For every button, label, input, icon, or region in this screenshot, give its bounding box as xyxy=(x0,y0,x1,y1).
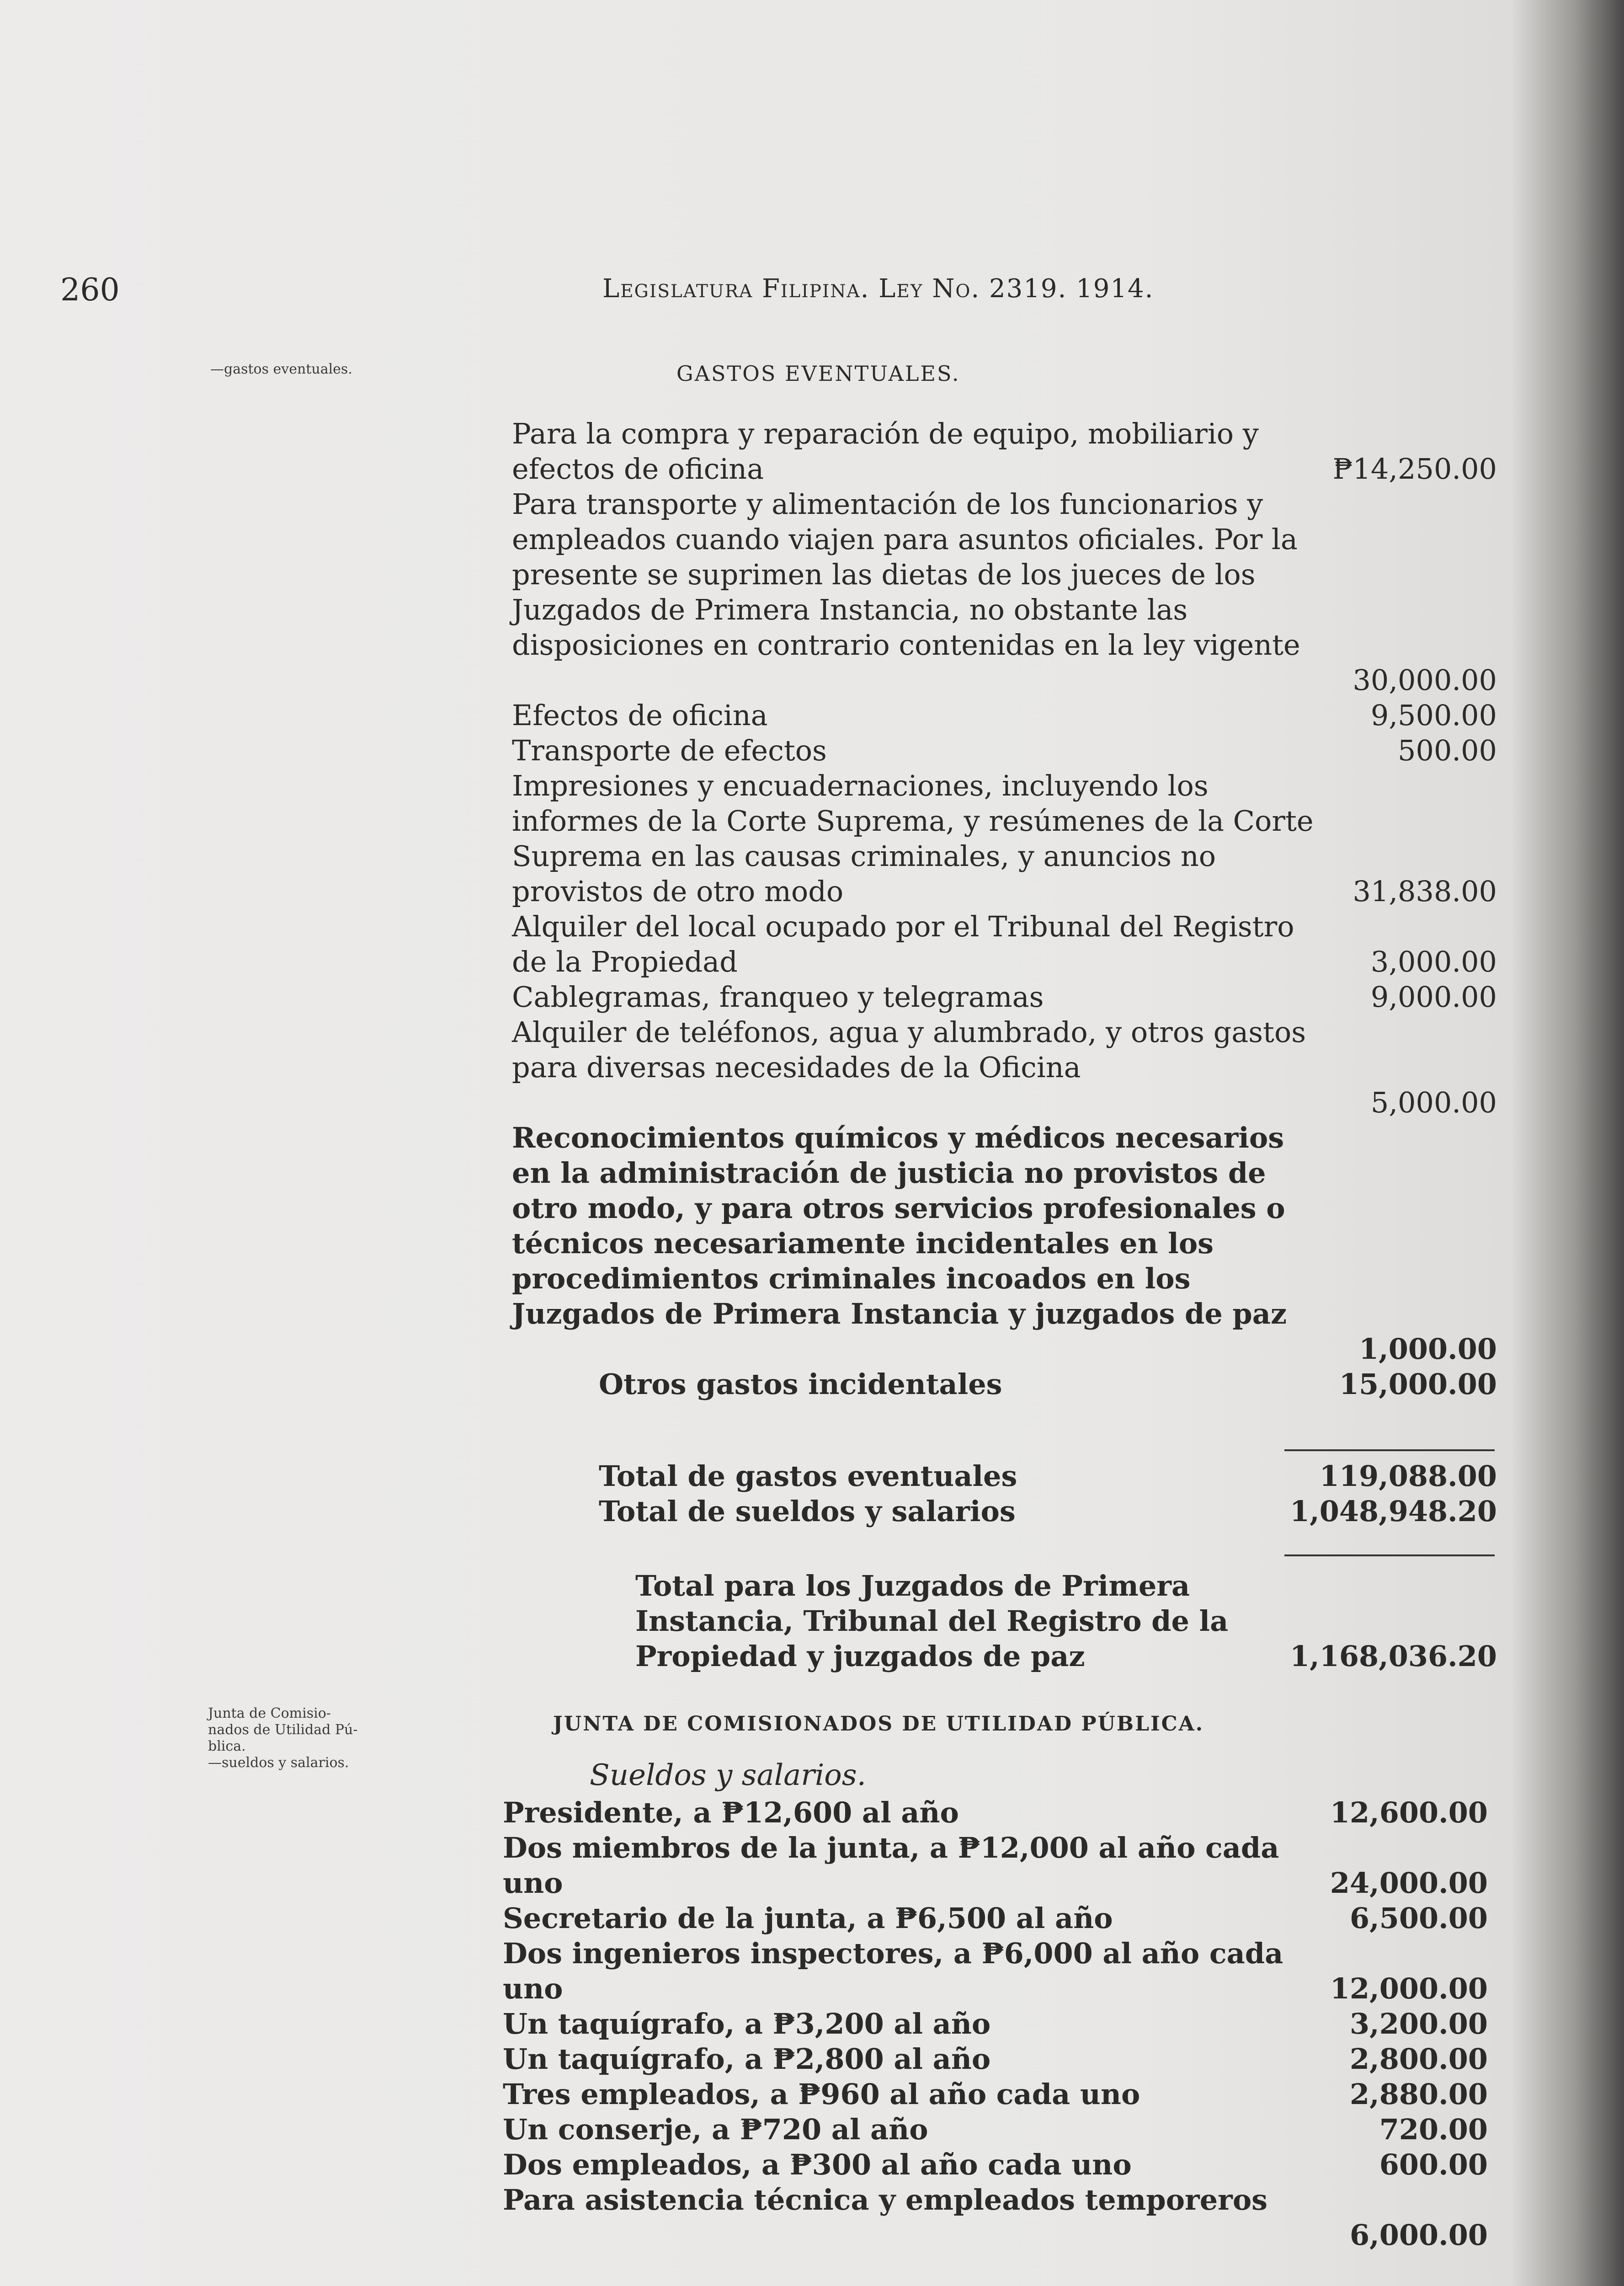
running-head: Legislatura Filipina. Ley No. 2319. 1914. xyxy=(602,274,1154,304)
gastos-item-text: Transporte de efectos xyxy=(512,734,827,767)
section-heading-gastos: GASTOS EVENTUALES. xyxy=(676,361,960,386)
junta-item-text: Para asistencia técnica y empleados temporeros xyxy=(503,2183,1268,2217)
gastos-item-text: Impresiones y encuadernaciones, incluyendo los informes de la Corte Suprema, y resúmenes de la Corte Suprema en las causas criminales, y anuncios no provistos de otro modo xyxy=(512,769,1314,908)
gastos-item-text: Para transporte y alimentación de los funcionarios y empleados cuando viajen para asuntos oficiales. Por la presente se suprimen las dietas de los jueces de los Juzgados de Primera Instancia, no obstante las disposiciones en contrario contenidas en la ley vigente xyxy=(512,487,1300,662)
gastos-item xyxy=(485,486,1497,698)
gastos-totals xyxy=(485,1458,1497,1529)
junta-item-amount: 3,200.00 xyxy=(1349,2007,1488,2040)
grand-total-label: Total para los Juzgados de Primera Instancia, Tribunal del Registro de la Propiedad y juzgados de paz xyxy=(635,1569,1229,1673)
gastos-item xyxy=(485,698,1497,733)
total-sueldos-label: Total de sueldos y salarios xyxy=(599,1495,1016,1528)
junta-item xyxy=(475,2077,1488,2112)
grand-total-row xyxy=(485,1568,1497,1674)
junta-item-text: Un taquígrafo, a ₱2,800 al año xyxy=(503,2042,991,2076)
total-sueldos-row xyxy=(485,1494,1497,1529)
gastos-item-text: Cablegramas, franqueo y telegramas xyxy=(512,980,1044,1014)
grand-total-amount: 1,168,036.20 xyxy=(1289,1640,1497,1673)
junta-item-amount: 6,500.00 xyxy=(1349,1901,1488,1935)
gastos-item-text: Efectos de oficina xyxy=(512,699,768,732)
margin-note-junta: Junta de Comisio- nados de Utilidad Pú- blica. —sueldos y salarios. xyxy=(208,1705,358,1771)
gastos-item-amount: 9,500.00 xyxy=(1370,699,1497,732)
junta-item-amount: 600.00 xyxy=(1379,2148,1488,2181)
gastos-item-amount: 31,838.00 xyxy=(1352,875,1497,908)
grand-total-block xyxy=(485,1568,1497,1674)
total-gastos-amount: 119,088.00 xyxy=(1319,1459,1497,1493)
gastos-item-amount: 9,000.00 xyxy=(1370,980,1497,1014)
sum-rule xyxy=(1284,1554,1495,1556)
junta-item xyxy=(475,1830,1488,1901)
gastos-list xyxy=(485,416,1497,1402)
total-gastos-row xyxy=(485,1458,1497,1494)
gastos-item-amount: 500.00 xyxy=(1398,734,1497,767)
junta-item xyxy=(475,2182,1488,2253)
gastos-item-amount: ₱14,250.00 xyxy=(1332,452,1497,486)
gastos-item-text: Alquiler de teléfonos, agua y alumbrado, y otros gastos para diversas necesidades de la Oficina xyxy=(512,1015,1306,1084)
junta-subheading: Sueldos y salarios. xyxy=(590,1758,866,1792)
total-gastos-label: Total de gastos eventuales xyxy=(599,1459,1017,1493)
junta-item-amount: 24,000.00 xyxy=(1330,1866,1488,1900)
page-number: 260 xyxy=(60,272,120,308)
gastos-item xyxy=(485,416,1497,486)
junta-item-amount: 2,880.00 xyxy=(1349,2078,1488,2111)
gastos-item-amount: 3,000.00 xyxy=(1370,945,1497,978)
junta-item-text: Un conserje, a ₱720 al año xyxy=(503,2113,928,2146)
gastos-item xyxy=(485,768,1497,909)
junta-item xyxy=(475,2006,1488,2041)
gastos-item xyxy=(485,1015,1497,1120)
gastos-item-text: Para la compra y reparación de equipo, mobiliario y efectos de oficina xyxy=(512,417,1259,486)
gastos-item-amount: 15,000.00 xyxy=(1339,1367,1497,1401)
gastos-item-amount: 1,000.00 xyxy=(1358,1332,1497,1366)
junta-item-amount: 2,800.00 xyxy=(1349,2042,1488,2076)
sum-rule xyxy=(1284,1449,1495,1451)
gastos-item-text: Alquiler del local ocupado por el Tribunal del Registro de la Propiedad xyxy=(512,910,1294,978)
junta-item-amount: 6,000.00 xyxy=(1349,2218,1488,2252)
junta-item-amount: 12,000.00 xyxy=(1330,1972,1488,2005)
junta-item xyxy=(475,2112,1488,2147)
gastos-item-amount: 30,000.00 xyxy=(1352,663,1497,697)
junta-item-text: Un taquígrafo, a ₱3,200 al año xyxy=(503,2007,991,2040)
gastos-item xyxy=(485,909,1497,979)
junta-item-text: Presidente, a ₱12,600 al año xyxy=(503,1796,959,1829)
junta-item xyxy=(475,2041,1488,2077)
junta-item xyxy=(475,2147,1488,2182)
gastos-item-amount: 5,000.00 xyxy=(1370,1086,1497,1119)
gastos-item-text: Reconocimientos químicos y médicos necesarios en la administración de justicia no provistos de otro modo, y para otros servicios profesionales o técnicos necesariamente incidentales en los procedimientos criminales incoados en los Juzgados de Primera Instancia y juzgados de paz xyxy=(512,1121,1287,1330)
junta-item-amount: 12,600.00 xyxy=(1330,1796,1488,1829)
junta-item-text: Secretario de la junta, a ₱6,500 al año xyxy=(503,1901,1113,1935)
junta-item xyxy=(475,1936,1488,2006)
gastos-item xyxy=(485,1120,1497,1367)
junta-item-text: Dos ingenieros inspectores, a ₱6,000 al año cada uno xyxy=(503,1937,1283,2005)
junta-item-text: Tres empleados, a ₱960 al año cada uno xyxy=(503,2078,1140,2111)
junta-item-amount: 720.00 xyxy=(1379,2113,1488,2146)
gastos-item-text: Otros gastos incidentales xyxy=(599,1367,1002,1401)
total-sueldos-amount: 1,048,948.20 xyxy=(1289,1495,1497,1528)
junta-item xyxy=(475,1901,1488,1936)
junta-list xyxy=(475,1756,1488,2253)
junta-item xyxy=(475,1795,1488,1830)
gastos-item xyxy=(485,1367,1497,1402)
junta-item-text: Dos miembros de la junta, a ₱12,000 al año cada uno xyxy=(503,1831,1279,1900)
gastos-item xyxy=(485,733,1497,768)
page-header xyxy=(0,272,1624,309)
gastos-item xyxy=(485,979,1497,1015)
junta-item-text: Dos empleados, a ₱300 al año cada uno xyxy=(503,2148,1132,2181)
section-heading-junta: JUNTA DE COMISIONADOS DE UTILIDAD PÚBLICA. xyxy=(553,1712,1204,1736)
margin-note-gastos: —gastos eventuales. xyxy=(210,361,352,377)
